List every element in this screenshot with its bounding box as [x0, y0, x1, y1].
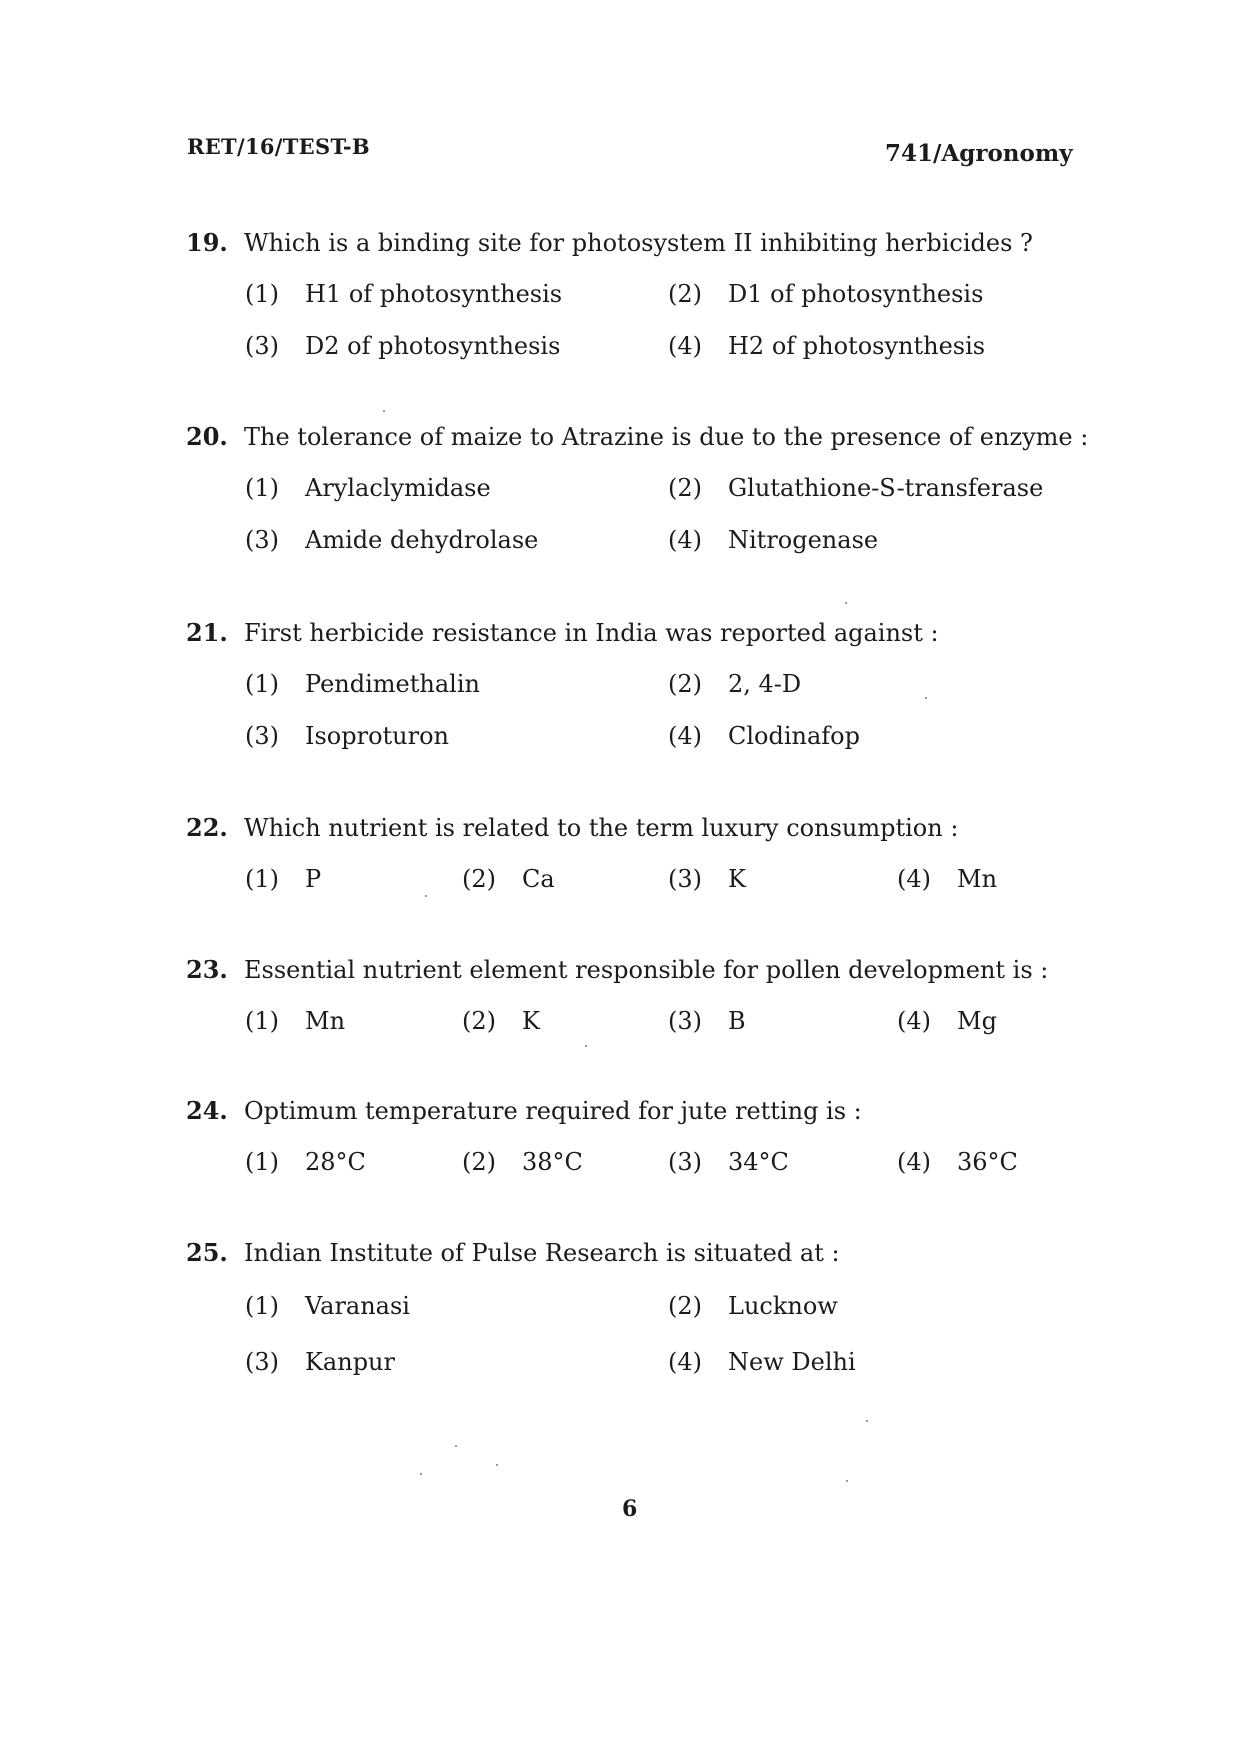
option-number: (3) — [245, 722, 279, 750]
option-number: (2) — [462, 865, 496, 893]
option-1 — [245, 280, 562, 308]
option-number: (3) — [668, 1007, 702, 1035]
question-23 — [0, 955, 1240, 1085]
subject-code: 741/Agronomy — [885, 140, 1073, 167]
scan-speck — [455, 1445, 457, 1447]
question-number: 21. — [186, 618, 228, 647]
question-stem — [186, 1096, 862, 1125]
option-text: Amide dehydrolase — [305, 526, 539, 554]
option-number: (2) — [668, 280, 702, 308]
option-2 — [668, 280, 983, 308]
option-text: D2 of photosynthesis — [305, 332, 561, 360]
option-3 — [245, 722, 449, 750]
question-text: Indian Institute of Pulse Research is situated at : — [244, 1239, 840, 1267]
option-number: (1) — [245, 1292, 279, 1320]
question-number: 23. — [186, 955, 228, 984]
question-stem — [186, 955, 1048, 984]
question-number: 24. — [186, 1096, 228, 1125]
question-stem — [186, 1238, 840, 1267]
option-4 — [668, 722, 860, 750]
option-number: (1) — [245, 865, 279, 893]
scan-speck — [383, 410, 385, 412]
option-3 — [668, 1148, 789, 1176]
option-3 — [668, 865, 746, 893]
question-number: 20. — [186, 422, 228, 451]
option-3 — [245, 332, 560, 360]
option-4 — [897, 1148, 1018, 1176]
option-4 — [668, 1348, 856, 1376]
option-number: (4) — [668, 332, 702, 360]
question-text: The tolerance of maize to Atrazine is due to the presence of enzyme : — [244, 423, 1089, 451]
question-19 — [0, 228, 1240, 358]
scan-speck — [846, 1480, 848, 1482]
option-text: Varanasi — [305, 1292, 410, 1320]
option-text: H1 of photosynthesis — [305, 280, 563, 308]
option-number: (2) — [668, 670, 702, 698]
option-number: (2) — [462, 1148, 496, 1176]
option-text: B — [728, 1007, 746, 1035]
option-number: (3) — [245, 332, 279, 360]
option-text: Glutathione-S-transferase — [728, 474, 1044, 502]
option-number: (2) — [668, 1292, 702, 1320]
question-stem — [186, 813, 958, 842]
option-4 — [897, 1007, 997, 1035]
option-3 — [245, 526, 538, 554]
question-24 — [0, 1096, 1240, 1226]
option-number: (1) — [245, 1148, 279, 1176]
option-2 — [668, 670, 801, 698]
question-21 — [0, 618, 1240, 748]
option-number: (1) — [245, 670, 279, 698]
option-2 — [462, 1148, 583, 1176]
option-number: (1) — [245, 474, 279, 502]
question-number: 22. — [186, 813, 228, 842]
page-number: 6 — [622, 1496, 638, 1522]
option-4 — [897, 865, 997, 893]
option-text: Pendimethalin — [305, 670, 480, 698]
option-number: (4) — [897, 865, 931, 893]
question-stem — [186, 228, 1033, 257]
option-text: Mn — [957, 865, 998, 893]
option-4 — [668, 526, 878, 554]
option-3 — [668, 1007, 746, 1035]
option-number: (3) — [668, 1148, 702, 1176]
option-text: 38°C — [522, 1148, 583, 1176]
option-2 — [462, 1007, 540, 1035]
option-text: Ca — [522, 865, 555, 893]
option-number: (3) — [245, 1348, 279, 1376]
option-number: (2) — [462, 1007, 496, 1035]
scan-speck — [585, 1045, 587, 1047]
option-1 — [245, 670, 480, 698]
question-text: Which nutrient is related to the term luxury consumption : — [244, 814, 959, 842]
option-number: (3) — [245, 526, 279, 554]
question-text: First herbicide resistance in India was reported against : — [244, 619, 939, 647]
option-text: D1 of photosynthesis — [728, 280, 984, 308]
option-1 — [245, 1007, 345, 1035]
question-text: Essential nutrient element responsible for pollen development is : — [244, 956, 1049, 984]
option-number: (2) — [668, 474, 702, 502]
question-stem — [186, 422, 1088, 451]
question-stem — [186, 618, 939, 647]
option-text: 28°C — [305, 1148, 366, 1176]
question-text: Optimum temperature required for jute retting is : — [244, 1097, 862, 1125]
option-2 — [462, 865, 555, 893]
option-number: (4) — [668, 526, 702, 554]
option-text: Arylaclymidase — [305, 474, 491, 502]
option-number: (4) — [668, 1348, 702, 1376]
option-1 — [245, 1148, 366, 1176]
scan-speck — [496, 1464, 498, 1466]
option-number: (1) — [245, 1007, 279, 1035]
option-text: 36°C — [957, 1148, 1018, 1176]
option-number: (3) — [668, 865, 702, 893]
question-22 — [0, 813, 1240, 943]
option-text: Isoproturon — [305, 722, 450, 750]
option-text: New Delhi — [728, 1348, 856, 1376]
option-text: Mn — [305, 1007, 346, 1035]
option-4 — [668, 332, 985, 360]
option-2 — [668, 474, 1043, 502]
option-text: Lucknow — [728, 1292, 838, 1320]
option-text: 2, 4-D — [728, 670, 802, 698]
option-text: K — [728, 865, 746, 893]
scan-speck — [425, 895, 427, 897]
option-number: (1) — [245, 280, 279, 308]
exam-code: RET/16/TEST-B — [187, 134, 370, 159]
scan-speck — [845, 602, 847, 604]
option-3 — [245, 1348, 395, 1376]
option-1 — [245, 865, 321, 893]
option-number: (4) — [897, 1148, 931, 1176]
option-text: Nitrogenase — [728, 526, 879, 554]
question-text: Which is a binding site for photosystem II inhibiting herbicides ? — [244, 229, 1033, 257]
option-text: H2 of photosynthesis — [728, 332, 986, 360]
question-25 — [0, 1238, 1240, 1376]
option-1 — [245, 1292, 410, 1320]
option-2 — [668, 1292, 838, 1320]
question-20 — [0, 422, 1240, 552]
scan-speck — [925, 697, 927, 699]
option-text: K — [522, 1007, 540, 1035]
option-number: (4) — [668, 722, 702, 750]
option-text: 34°C — [728, 1148, 789, 1176]
option-text: Mg — [957, 1007, 997, 1035]
scan-speck — [420, 1473, 422, 1475]
option-1 — [245, 474, 491, 502]
scan-speck — [866, 1420, 868, 1422]
question-number: 19. — [186, 228, 228, 257]
option-number: (4) — [897, 1007, 931, 1035]
option-text: Clodinafop — [728, 722, 860, 750]
option-text: P — [305, 865, 322, 893]
question-number: 25. — [186, 1238, 228, 1267]
option-text: Kanpur — [305, 1348, 395, 1376]
